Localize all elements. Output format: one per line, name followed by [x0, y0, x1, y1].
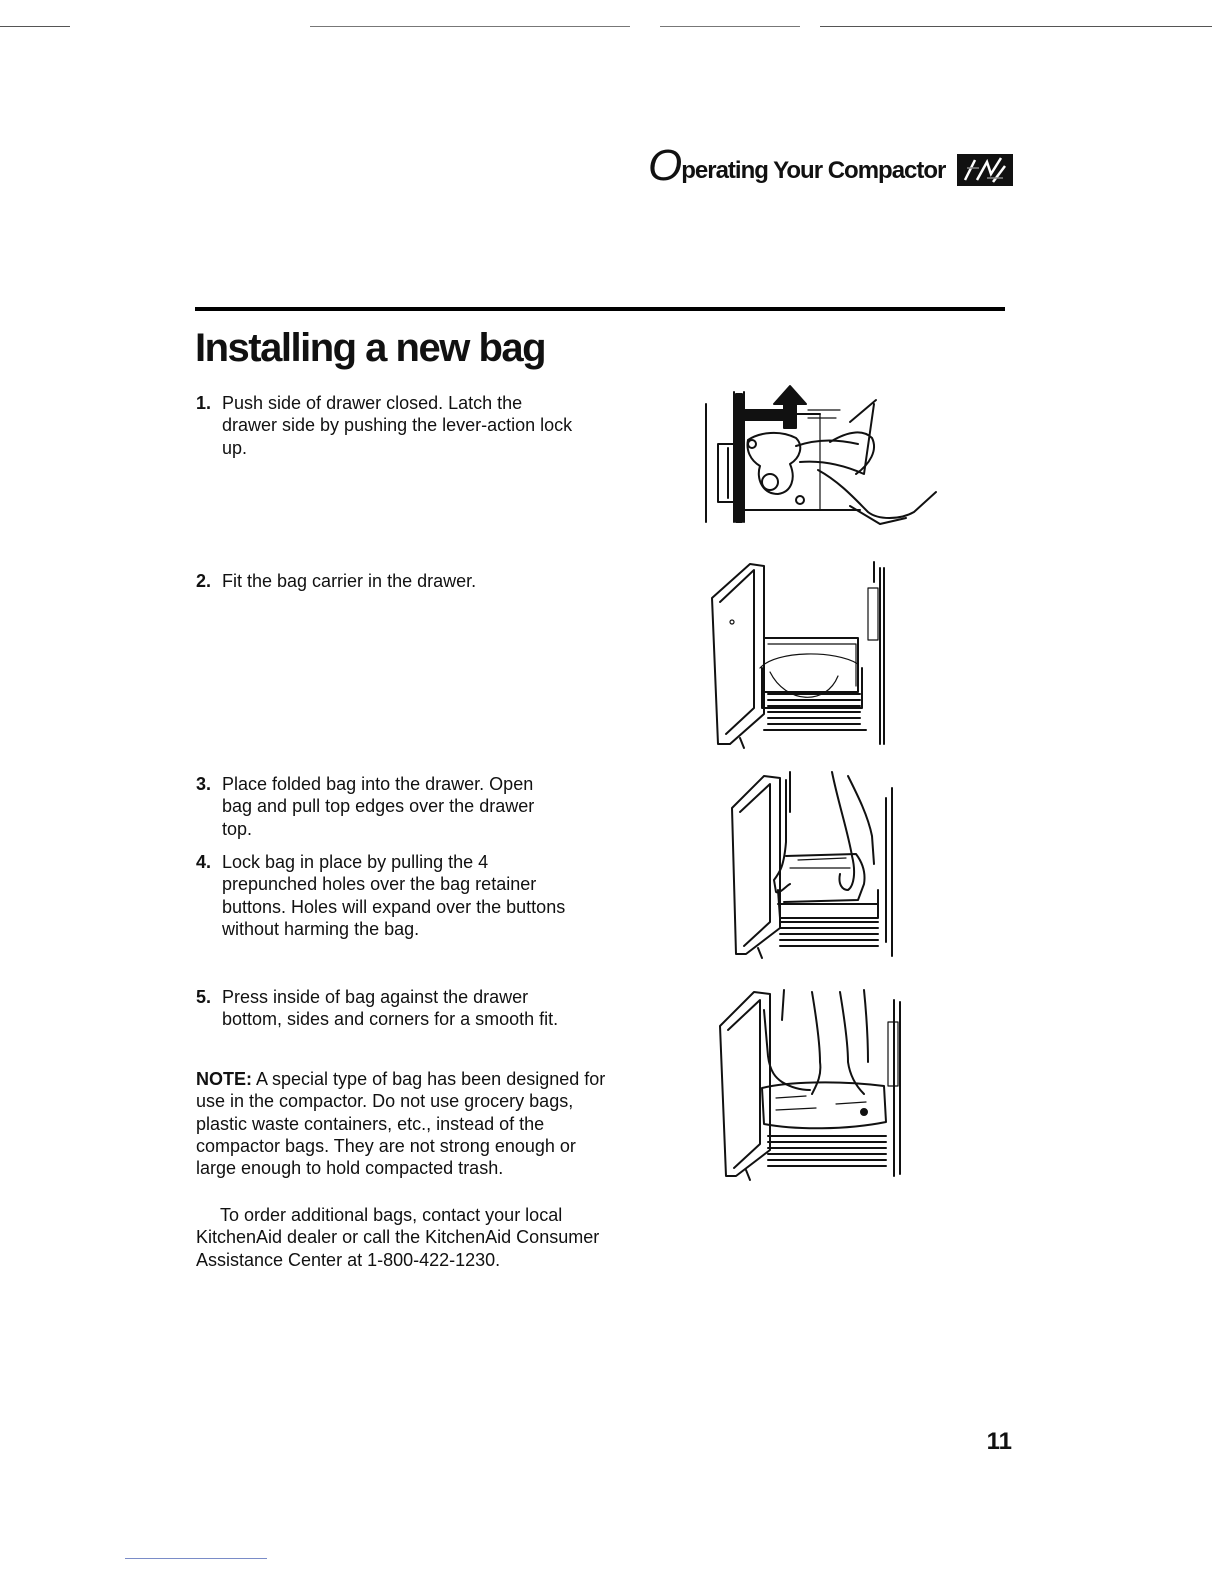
- lever-lock-illustration-icon: [700, 382, 950, 528]
- step-number: 1.: [196, 393, 212, 413]
- step-5: [196, 986, 566, 1031]
- note-paragraph: [196, 1068, 606, 1179]
- step-number: 4.: [196, 852, 212, 872]
- header-title: perating Your Compactor: [681, 157, 946, 184]
- top-edge-line: [660, 26, 800, 27]
- note-label: NOTE:: [196, 1069, 252, 1089]
- step-text: Push side of drawer closed. Latch the drawer side by pushing the lever-action lock up.: [222, 393, 573, 458]
- compactor-section-tab-icon: [957, 154, 1013, 186]
- step-text: Lock bag in place by pulling the 4 prepunched holes over the bag retainer buttons. Holes will expand over the buttons without harming the bag.: [222, 852, 566, 939]
- order-bags-paragraph: To order additional bags, contact your local KitchenAid dealer or call the KitchenAid Consumer Assistance Center at 1-800-422-1230.: [196, 1205, 600, 1270]
- top-edge-line: [820, 26, 1212, 27]
- section-rule: [195, 307, 1005, 311]
- press-bag-illustration-icon: [716, 986, 916, 1180]
- folded-bag-illustration-icon: [728, 772, 908, 958]
- page-number: 11: [986, 1428, 1012, 1455]
- step-number: 2.: [196, 571, 212, 591]
- top-edge-line: [0, 26, 70, 27]
- header-initial: O: [648, 141, 682, 190]
- step-text: Place folded bag into the drawer. Open bag and pull top edges over the drawer top.: [222, 774, 535, 839]
- bag-carrier-illustration-icon: [706, 558, 906, 748]
- step-text: Press inside of bag against the drawer bottom, sides and corners for a smooth fit.: [222, 987, 559, 1030]
- section-title: Installing a new bag: [195, 326, 546, 370]
- note-text: A special type of bag has been designed for use in the compactor. Do not use grocery bags, plastic waste containers, etc., instead of the compactor bags. They are not strong enough or large enough to hold compacted trash.: [196, 1069, 606, 1179]
- running-header: [648, 128, 1078, 188]
- step-2: [196, 570, 596, 592]
- step-1: [196, 392, 576, 459]
- step-number: 3.: [196, 774, 212, 794]
- step-text: Fit the bag carrier in the drawer.: [222, 571, 477, 591]
- footer-line: [125, 1558, 267, 1559]
- step-number: 5.: [196, 987, 212, 1007]
- step-3: [196, 773, 566, 840]
- step-4: [196, 851, 576, 940]
- top-edge-line: [310, 26, 630, 27]
